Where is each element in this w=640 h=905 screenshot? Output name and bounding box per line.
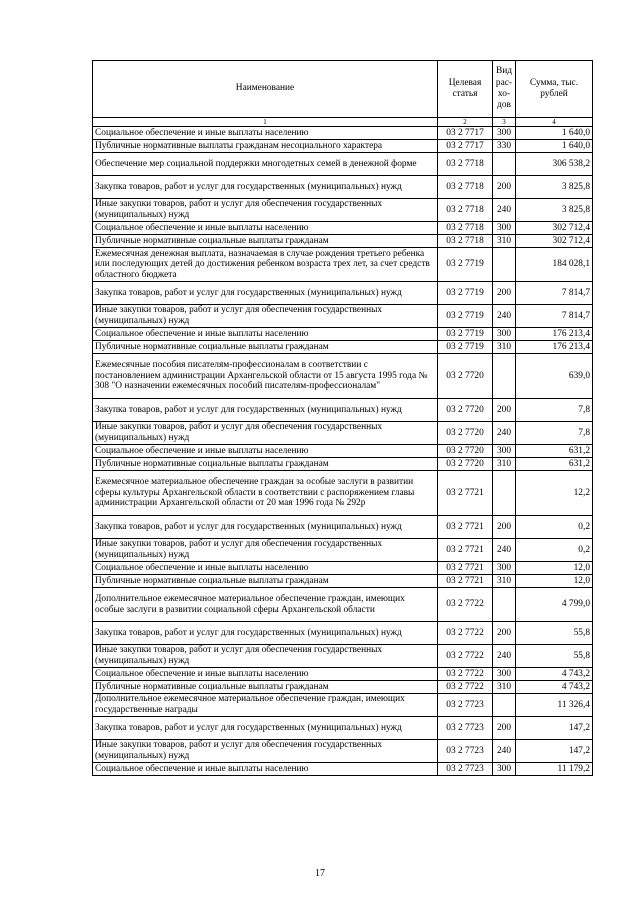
row-kind: 240 bbox=[493, 199, 516, 222]
row-name: Социальное обеспечение и иные выплаты населению bbox=[93, 445, 438, 458]
row-sum: 147,2 bbox=[516, 740, 593, 763]
row-kind: 240 bbox=[493, 539, 516, 562]
row-article: 03 2 7719 bbox=[438, 248, 493, 282]
row-kind: 310 bbox=[493, 235, 516, 248]
row-name: Публичные нормативные выплаты гражданам несоциального характера bbox=[93, 140, 438, 153]
row-sum: 12,0 bbox=[516, 575, 593, 588]
table-row bbox=[93, 740, 593, 763]
row-name: Социальное обеспечение и иные выплаты населению bbox=[93, 668, 438, 681]
row-kind bbox=[493, 471, 516, 516]
row-name: Иные закупки товаров, работ и услуг для обеспечения государственных (муниципальных) нужд bbox=[93, 199, 438, 222]
row-article: 03 2 7722 bbox=[438, 645, 493, 668]
table-row bbox=[93, 562, 593, 575]
table-row bbox=[93, 445, 593, 458]
row-kind: 240 bbox=[493, 305, 516, 328]
table-row bbox=[93, 354, 593, 399]
row-sum: 7,8 bbox=[516, 399, 593, 422]
row-name: Закупка товаров, работ и услуг для государственных (муниципальных) нужд bbox=[93, 176, 438, 199]
row-name: Иные закупки товаров, работ и услуг для обеспечения государственных (муниципальных) нужд bbox=[93, 305, 438, 328]
row-article: 03 2 7720 bbox=[438, 399, 493, 422]
column-number: 4 bbox=[516, 118, 593, 127]
column-number: 3 bbox=[493, 118, 516, 127]
row-article: 03 2 7723 bbox=[438, 763, 493, 776]
table-row bbox=[93, 399, 593, 422]
table-row bbox=[93, 222, 593, 235]
table-row bbox=[93, 282, 593, 305]
row-sum: 12,0 bbox=[516, 562, 593, 575]
row-sum: 7,8 bbox=[516, 422, 593, 445]
row-article: 03 2 7718 bbox=[438, 199, 493, 222]
table-row bbox=[93, 763, 593, 776]
row-name: Иные закупки товаров, работ и услуг для обеспечения государственных (муниципальных) нужд bbox=[93, 645, 438, 668]
row-sum: 4 743,2 bbox=[516, 668, 593, 681]
table-row bbox=[93, 328, 593, 341]
row-name: Иные закупки товаров, работ и услуг для обеспечения государственных (муниципальных) нужд bbox=[93, 740, 438, 763]
row-sum: 184 028,1 bbox=[516, 248, 593, 282]
row-article: 03 2 7718 bbox=[438, 176, 493, 199]
row-kind: 310 bbox=[493, 681, 516, 694]
table-row bbox=[93, 153, 593, 176]
table-row bbox=[93, 341, 593, 354]
row-kind: 200 bbox=[493, 282, 516, 305]
table-row bbox=[93, 588, 593, 622]
row-name: Закупка товаров, работ и услуг для государственных (муниципальных) нужд bbox=[93, 622, 438, 645]
row-sum: 631,2 bbox=[516, 445, 593, 458]
row-article: 03 2 7720 bbox=[438, 458, 493, 471]
row-kind: 310 bbox=[493, 575, 516, 588]
row-article: 03 2 7721 bbox=[438, 539, 493, 562]
row-name: Социальное обеспечение и иные выплаты населению bbox=[93, 763, 438, 776]
row-article: 03 2 7717 bbox=[438, 127, 493, 140]
row-sum: 3 825,8 bbox=[516, 176, 593, 199]
row-article: 03 2 7723 bbox=[438, 717, 493, 740]
row-article: 03 2 7721 bbox=[438, 516, 493, 539]
table-row bbox=[93, 248, 593, 282]
row-name: Публичные нормативные социальные выплаты гражданам bbox=[93, 235, 438, 248]
row-article: 03 2 7721 bbox=[438, 471, 493, 516]
row-article: 03 2 7722 bbox=[438, 622, 493, 645]
table-row bbox=[93, 471, 593, 516]
header-sum: Сумма, тыс. рублей bbox=[516, 61, 593, 118]
row-article: 03 2 7720 bbox=[438, 445, 493, 458]
row-kind bbox=[493, 248, 516, 282]
row-name: Закупка товаров, работ и услуг для государственных (муниципальных) нужд bbox=[93, 399, 438, 422]
table-row bbox=[93, 422, 593, 445]
row-article: 03 2 7723 bbox=[438, 694, 493, 717]
row-kind bbox=[493, 694, 516, 717]
row-kind: 300 bbox=[493, 127, 516, 140]
header-kind: Вид рас- хо- дов bbox=[493, 61, 516, 118]
row-sum: 3 825,8 bbox=[516, 199, 593, 222]
row-article: 03 2 7719 bbox=[438, 305, 493, 328]
table-row bbox=[93, 622, 593, 645]
row-kind: 300 bbox=[493, 562, 516, 575]
row-name: Закупка товаров, работ и услуг для государственных (муниципальных) нужд bbox=[93, 282, 438, 305]
table-row bbox=[93, 458, 593, 471]
row-kind: 200 bbox=[493, 622, 516, 645]
row-name: Дополнительное ежемесячное материальное обеспечение граждан, имеющих государственные награды bbox=[93, 694, 438, 717]
row-article: 03 2 7722 bbox=[438, 588, 493, 622]
table-row bbox=[93, 516, 593, 539]
row-name: Публичные нормативные социальные выплаты гражданам bbox=[93, 458, 438, 471]
row-sum: 4 743,2 bbox=[516, 681, 593, 694]
row-name: Публичные нормативные социальные выплаты гражданам bbox=[93, 341, 438, 354]
row-kind bbox=[493, 153, 516, 176]
row-name: Социальное обеспечение и иные выплаты населению bbox=[93, 328, 438, 341]
table-row bbox=[93, 681, 593, 694]
row-name: Ежемесячное материальное обеспечение граждан за особые заслуги в развитии сферы культуры Архангельской области в соответствии с распоряжением главы администрации Архангельской области от 20 мая 1996 года № 292р bbox=[93, 471, 438, 516]
row-sum: 11 179,2 bbox=[516, 763, 593, 776]
row-kind: 310 bbox=[493, 341, 516, 354]
row-kind: 200 bbox=[493, 176, 516, 199]
row-article: 03 2 7721 bbox=[438, 575, 493, 588]
row-kind: 300 bbox=[493, 328, 516, 341]
row-kind: 200 bbox=[493, 717, 516, 740]
row-name: Закупка товаров, работ и услуг для государственных (муниципальных) нужд bbox=[93, 717, 438, 740]
row-kind: 300 bbox=[493, 445, 516, 458]
row-sum: 1 640,0 bbox=[516, 140, 593, 153]
row-sum: 302 712,4 bbox=[516, 235, 593, 248]
row-kind: 310 bbox=[493, 458, 516, 471]
row-article: 03 2 7722 bbox=[438, 668, 493, 681]
row-sum: 306 538,2 bbox=[516, 153, 593, 176]
table-row bbox=[93, 694, 593, 717]
row-kind: 240 bbox=[493, 645, 516, 668]
row-sum: 0,2 bbox=[516, 516, 593, 539]
header-name: Наименование bbox=[93, 61, 438, 118]
table-row bbox=[93, 305, 593, 328]
column-number: 2 bbox=[438, 118, 493, 127]
row-kind: 240 bbox=[493, 422, 516, 445]
row-kind: 300 bbox=[493, 222, 516, 235]
row-name: Социальное обеспечение и иные выплаты населению bbox=[93, 127, 438, 140]
row-article: 03 2 7719 bbox=[438, 328, 493, 341]
row-article: 03 2 7718 bbox=[438, 235, 493, 248]
row-sum: 639,0 bbox=[516, 354, 593, 399]
row-name: Закупка товаров, работ и услуг для государственных (муниципальных) нужд bbox=[93, 516, 438, 539]
table-row bbox=[93, 668, 593, 681]
row-kind: 330 bbox=[493, 140, 516, 153]
table-row bbox=[93, 717, 593, 740]
row-article: 03 2 7721 bbox=[438, 562, 493, 575]
row-kind: 300 bbox=[493, 668, 516, 681]
budget-table bbox=[92, 60, 593, 776]
row-sum: 631,2 bbox=[516, 458, 593, 471]
row-name: Ежемесячные пособия писателям-профессионалам в соответствии с постановлением администрации Архангельской области от 15 августа 1995 года № 308 "О назначении ежемесячных пособий писателям-профессионалам" bbox=[93, 354, 438, 399]
row-sum: 55,8 bbox=[516, 645, 593, 668]
row-article: 03 2 7720 bbox=[438, 354, 493, 399]
row-sum: 4 799,0 bbox=[516, 588, 593, 622]
row-article: 03 2 7719 bbox=[438, 282, 493, 305]
row-article: 03 2 7717 bbox=[438, 140, 493, 153]
row-article: 03 2 7718 bbox=[438, 153, 493, 176]
row-name: Дополнительное ежемесячное материальное обеспечение граждан, имеющих особые заслуги в развитии социальной сферы Архангельской области bbox=[93, 588, 438, 622]
column-number-row bbox=[93, 118, 593, 127]
row-sum: 11 326,4 bbox=[516, 694, 593, 717]
row-kind: 200 bbox=[493, 399, 516, 422]
row-sum: 176 213,4 bbox=[516, 341, 593, 354]
row-name: Иные закупки товаров, работ и услуг для обеспечения государственных (муниципальных) нужд bbox=[93, 422, 438, 445]
row-name: Ежемесячная денежная выплата, назначаемая в случае рождения третьего ребенка или последующих детей до достижения ребенком возраста трех лет, за счет средств областного бюджета bbox=[93, 248, 438, 282]
row-sum: 0,2 bbox=[516, 539, 593, 562]
row-article: 03 2 7720 bbox=[438, 422, 493, 445]
table-row bbox=[93, 539, 593, 562]
row-sum: 7 814,7 bbox=[516, 282, 593, 305]
row-name: Обеспечение мер социальной поддержки многодетных семей в денежной форме bbox=[93, 153, 438, 176]
row-kind: 240 bbox=[493, 740, 516, 763]
table-row bbox=[93, 176, 593, 199]
row-sum: 7 814,7 bbox=[516, 305, 593, 328]
table-row bbox=[93, 199, 593, 222]
row-kind bbox=[493, 588, 516, 622]
row-name: Социальное обеспечение и иные выплаты населению bbox=[93, 562, 438, 575]
row-name: Публичные нормативные социальные выплаты гражданам bbox=[93, 681, 438, 694]
row-name: Публичные нормативные социальные выплаты гражданам bbox=[93, 575, 438, 588]
table-row bbox=[93, 235, 593, 248]
table-row bbox=[93, 645, 593, 668]
table-row bbox=[93, 575, 593, 588]
row-article: 03 2 7719 bbox=[438, 341, 493, 354]
page-number: 17 bbox=[315, 868, 325, 879]
table-body bbox=[93, 127, 593, 776]
table-row bbox=[93, 140, 593, 153]
header-article: Целевая статья bbox=[438, 61, 493, 118]
row-sum: 302 712,4 bbox=[516, 222, 593, 235]
row-sum: 12,2 bbox=[516, 471, 593, 516]
row-sum: 1 640,0 bbox=[516, 127, 593, 140]
row-sum: 176 213,4 bbox=[516, 328, 593, 341]
row-sum: 55,8 bbox=[516, 622, 593, 645]
row-article: 03 2 7723 bbox=[438, 740, 493, 763]
row-kind bbox=[493, 354, 516, 399]
row-article: 03 2 7722 bbox=[438, 681, 493, 694]
table-row bbox=[93, 127, 593, 140]
row-article: 03 2 7718 bbox=[438, 222, 493, 235]
header-row bbox=[93, 61, 593, 118]
row-kind: 200 bbox=[493, 516, 516, 539]
row-sum: 147,2 bbox=[516, 717, 593, 740]
row-name: Социальное обеспечение и иные выплаты населению bbox=[93, 222, 438, 235]
column-number: 1 bbox=[93, 118, 438, 127]
row-kind: 300 bbox=[493, 763, 516, 776]
row-name: Иные закупки товаров, работ и услуг для обеспечения государственных (муниципальных) нужд bbox=[93, 539, 438, 562]
